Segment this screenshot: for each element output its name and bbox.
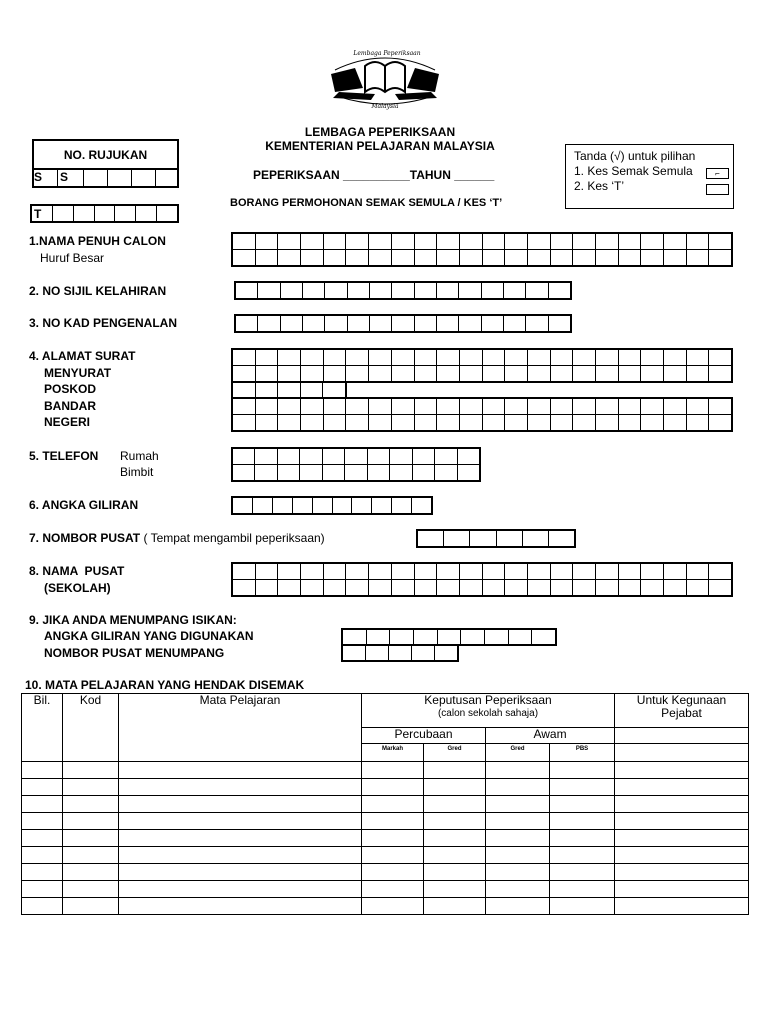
table-row[interactable] <box>22 830 749 847</box>
rujukan-title: NO. RUJUKAN <box>63 148 148 162</box>
angka-giliran-boxes[interactable] <box>231 496 433 515</box>
field5-label: 5. TELEFON <box>29 449 99 463</box>
header-awam: Awam <box>486 728 615 744</box>
table-row[interactable] <box>22 864 749 881</box>
table-row[interactable] <box>22 796 749 813</box>
field4-menyurat: MENYURAT <box>44 366 112 380</box>
subjects-table <box>21 693 749 915</box>
field7-label: 7. NOMBOR PUSAT <box>29 531 141 545</box>
field1-sublabel: Huruf Besar <box>40 251 105 265</box>
telefon-grid[interactable] <box>231 447 481 482</box>
nama-penuh-grid[interactable] <box>231 232 733 267</box>
field9-label: 9. JIKA ANDA MENUMPANG ISIKAN: <box>29 613 237 627</box>
tanda-option-1: 1. Kes Semak Semula <box>574 164 693 178</box>
tanda-title: Tanda (√) untuk pilihan <box>574 149 696 163</box>
field8-sublabel: (SEKOLAH) <box>44 581 111 595</box>
table-row[interactable] <box>22 762 749 779</box>
field7-label-line <box>29 531 325 545</box>
header-line1: LEMBAGA PEPERIKSAAN <box>304 125 456 139</box>
field3-label: 3. NO KAD PENGENALAN <box>29 316 178 330</box>
field1-label: 1.NAMA PENUH CALON <box>29 234 166 248</box>
field5-rumah: Rumah <box>120 449 159 463</box>
tanda-checkbox-1[interactable]: ⌐ <box>706 168 729 179</box>
logo-bottom-text: Malaysia <box>371 103 399 110</box>
header-markah: Markah <box>362 744 424 762</box>
rujukan-cell[interactable] <box>132 170 156 188</box>
header-keputusan <box>362 694 615 728</box>
logo-top-text: Lembaga Peperiksaan <box>353 50 421 57</box>
field5-bimbit: Bimbit <box>120 465 154 479</box>
table-row[interactable] <box>22 881 749 898</box>
header-keputusan-title: Keputusan Peperiksaan <box>424 693 552 707</box>
rujukan-cell-s1: S <box>32 170 58 188</box>
kad-pengenalan-boxes[interactable] <box>234 314 572 333</box>
field4-bandar: BANDAR <box>44 399 96 413</box>
rujukan-cell[interactable] <box>84 170 108 188</box>
t-prefix-cell: T <box>32 206 53 221</box>
field8-label: 8. NAMA PUSAT <box>29 564 125 578</box>
exam-line: PEPERIKSAAN __________TAHUN ______ <box>253 168 495 182</box>
field7-note: ( Tempat mengambil peperiksaan) <box>143 531 325 545</box>
table-row[interactable] <box>22 847 749 864</box>
field4-poskod: POSKOD <box>44 382 97 396</box>
field4-negeri: NEGERI <box>44 415 91 429</box>
alamat-grid[interactable] <box>231 348 733 383</box>
bandar-negeri-grid[interactable] <box>231 397 733 432</box>
tanda-checkbox-2[interactable] <box>706 184 729 195</box>
field2-label: 2. NO SIJIL KELAHIRAN <box>29 284 167 298</box>
table-row[interactable] <box>22 779 749 796</box>
field9-angka-giliran: ANGKA GILIRAN YANG DIGUNAKAN <box>44 629 254 643</box>
table-row[interactable] <box>22 813 749 830</box>
field6-label: 6. ANGKA GILIRAN <box>29 498 139 512</box>
tanda-option-2: 2. Kes ‘T’ <box>574 179 625 193</box>
rujukan-box <box>32 139 179 188</box>
table-row[interactable] <box>22 898 749 915</box>
header-bil: Bil. <box>22 694 63 762</box>
lp-logo <box>325 48 445 114</box>
tanda-box <box>565 144 734 209</box>
nama-pusat-grid[interactable] <box>231 562 733 597</box>
header-keputusan-sub: (calon sekolah sahaja) <box>437 708 539 719</box>
header-pejabat: Untuk Kegunaan Pejabat <box>615 694 749 728</box>
header-kod: Kod <box>63 694 119 762</box>
header-mata-pelajaran: Mata Pelajaran <box>119 694 362 762</box>
field9-nombor-pusat: NOMBOR PUSAT MENUMPANG <box>44 646 225 660</box>
header-percubaan: Percubaan <box>362 728 486 744</box>
nombor-pusat-boxes[interactable] <box>416 529 576 548</box>
field10-label: 10. MATA PELAJARAN YANG HENDAK DISEMAK <box>25 678 305 692</box>
header-pbs: PBS <box>550 744 615 762</box>
header-gred-percubaan: Gred <box>424 744 486 762</box>
header-line2: KEMENTERIAN PELAJARAN MALAYSIA <box>265 139 495 153</box>
sijil-kelahiran-boxes[interactable] <box>234 281 572 300</box>
nombor-pusat-menumpang-boxes[interactable] <box>341 644 459 662</box>
rujukan-cell[interactable] <box>156 170 179 188</box>
field4-label: 4. ALAMAT SURAT <box>29 349 136 363</box>
header-gred-awam: Gred <box>486 744 550 762</box>
rujukan-cell[interactable] <box>108 170 132 188</box>
rujukan-cell-s2: S <box>58 170 84 188</box>
t-number-boxes[interactable] <box>30 204 179 223</box>
form-title: BORANG PERMOHONAN SEMAK SEMULA / KES ‘T’ <box>230 197 503 209</box>
